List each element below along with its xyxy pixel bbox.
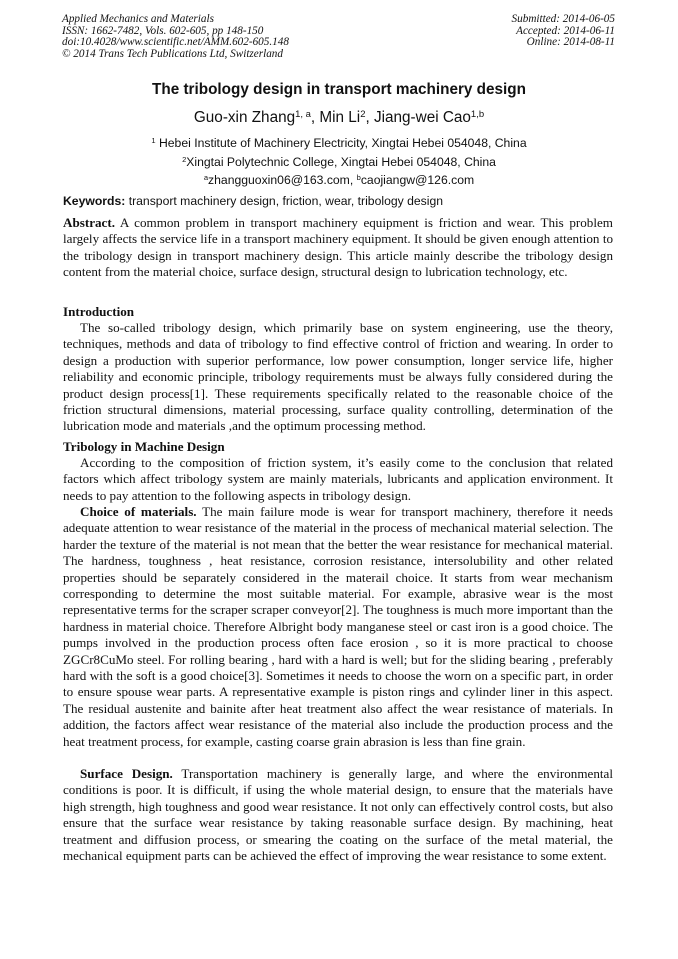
tribology-intro-paragraph: According to the composition of friction system, it’s easily come to the conclusion that related factors which affect tribology system are mainly materials, lubricants and application environment. It needs to pay attention to the following aspects in tribology design. [63,455,613,503]
introduction-paragraph: The so-called tribology design, which primarily base on system engineering, use the theory, techniques, methods and data of tribology to find effective control of friction and wearing. In order to design a production with superior performance, low power consumption, longer service life, higher reliability and economic principle, tribology requirements must be always fully considered during the product design process[1]. These requirements specifically related to the reasonable choice of the friction structural dimensions, material processing, surface quality controlling, determination of the lubrication mode and materials ,and the optimum processing method. [63,320,613,434]
abstract-text: A common problem in transport machinery equipment is friction and wear. This problem largely affects the service life in a transport machinery equipment. It should be given enough attention to the tribology design in transport machinery design. This article mainly describe the tribology design content from the material choice, surface design, structural design to lubrication technology, etc. [63,215,613,280]
email-marker: b [356,172,361,182]
author-affil-marker: 2 [360,108,366,120]
section-heading-introduction: Introduction [63,304,135,319]
affiliation-text: Xingtai Polytechnic College, Xingtai Hebei 054048, China [186,155,496,169]
author-separator: , [310,109,320,126]
email-link[interactable]: caojiangw@126.com [360,173,475,187]
paper-title: The tribology design in transport machinery design [152,81,526,98]
surface-design-paragraph [63,766,613,864]
choice-of-materials-label: Choice of materials. [80,504,197,519]
author-affil-marker: 1, a [295,108,311,120]
affiliation-1 [0,136,678,150]
affiliation-marker: 2 [182,154,187,164]
author-name: Jiang-wei Cao [373,109,471,126]
online-date: Online: 2014-08-11 [526,36,615,49]
author-name: Min Li [319,109,361,126]
abstract [63,215,613,281]
choice-of-materials-text: The main failure mode is wear for transport machinery, therefore it needs adequate attention to wear resistance of the material in the process of mechanical material selection. The harder the texture of the material is not mean that the better the wear resistance for mechanical material. The hardness, toughness , heat resistance, corrosion resistance, intersolubility and other related properties should be separately considered in the materail choice. It starts from wear mechanism corresponding to determine the most suitable material. For example, abrasive wear is the most representative terms for the scraper scraper conveyor[2]. The toughness is much more important than the hardness in material choice. Therefore Albright body manganese steel or cast iron is a good choice. The pumps involved in the production process often face erosion , so it is more practical to choose ZGCr8CuMo steel. For rolling bearing , hard with a hard is well; but for the sliding bearing , preferably hard with the soft is a good choice[3]. Sometimes it needs to choose the worn on a specific part, in order to ensure spouse wear parts. A representative example is piston rings and cylinder liner in this aspect. The residual austenite and bainite after heat treatment also affect the wear resistance of materials. In addition, the factors affect wear resistance of the material also include the production process and the heat treatment process, for example, casting coarse grain abrasion is less than fine grain. [63,504,613,749]
accepted-date: Accepted: 2014-06-11 [516,24,615,37]
affiliation-2 [0,155,678,169]
affiliation-marker: 1 [151,135,156,145]
abstract-label: Abstract. [63,215,115,230]
surface-design-text: Transportation machinery is generally large, and where the environmental conditions is poor. It is difficult, if using the whole material design, to ensure that the materials have high strength, high toughness and good wear resistance. It not only can effectively control costs, but also ensure that the surface wear resistance by taking reasonable surface design. By machining, heat treatment and diffusion process, or smearing the coating on the surface of the metal material, the mechanical equipment parts can be achieved the effect of improving the wear resistance to some extent. [63,766,613,864]
journal-header-right [512,14,615,49]
keywords-label: Keywords: [63,194,126,208]
section-heading-tribology: Tribology in Machine Design [63,439,225,454]
surface-design-label: Surface Design. [80,766,173,781]
author-list [0,109,678,127]
copyright-line: © 2014 Trans Tech Publications Ltd, Switzerland [62,47,283,60]
journal-name: Applied Mechanics and Materials [62,13,214,25]
email-marker: a [203,172,209,182]
journal-header-left [62,14,289,60]
choice-of-materials-paragraph [63,504,613,750]
issn-line: ISSN: 1662-7482, Vols. 602-605, pp 148-150 [62,24,264,37]
affiliation-text: Hebei Institute of Machinery Electricity, Xingtai Hebei 054048, China [155,136,527,150]
author-separator: , [365,109,374,126]
author-affil-marker: 1,b [470,108,485,120]
email-link[interactable]: zhangguoxin06@163.com, [208,173,357,187]
submitted-date: Submitted: 2014-06-05 [511,13,615,25]
author-emails [0,173,678,187]
keywords-text: transport machinery design, friction, wear, tribology design [125,194,444,208]
author-name: Guo-xin Zhang [193,109,296,126]
doi-line: doi:10.4028/www.scientific.net/AMM.602-605.148 [62,36,289,49]
keywords [63,194,443,208]
